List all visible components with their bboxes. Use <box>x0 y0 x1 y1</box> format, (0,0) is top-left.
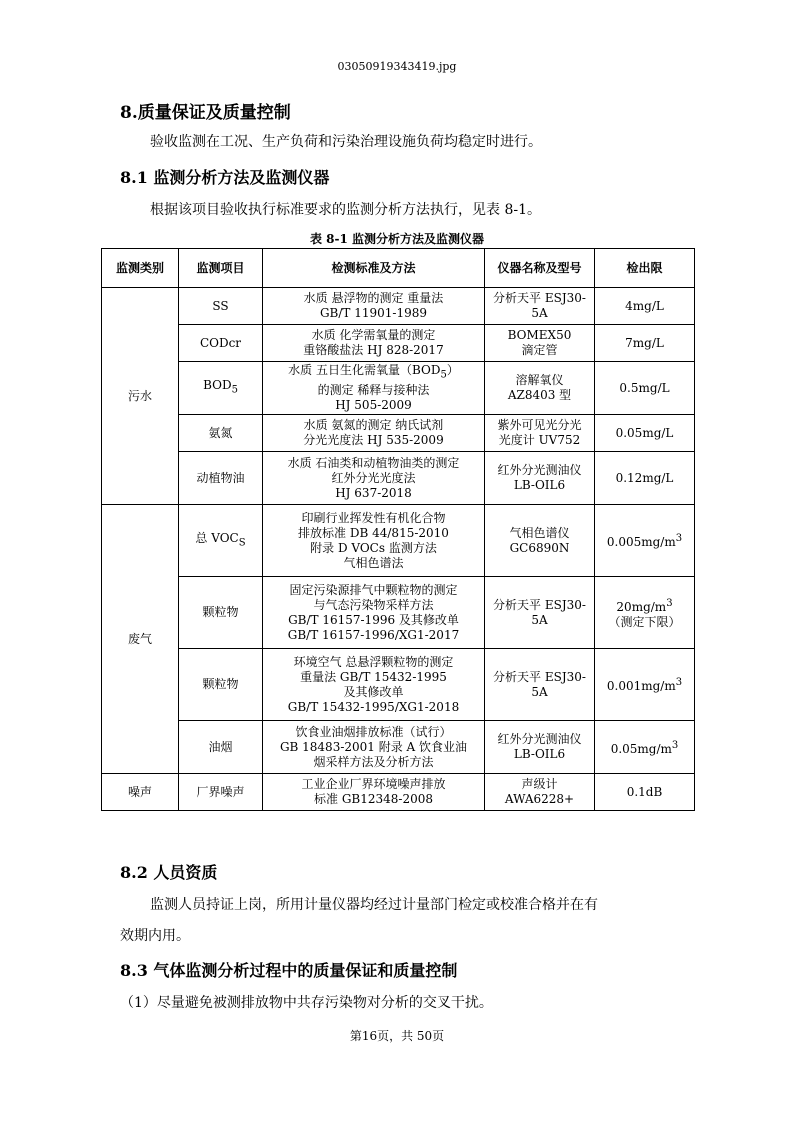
method-cell: 固定污染源排气中颗粒物的测定 与气态污染物采样方法 GB/T 16157-1996 及其修改单 GB/T 16157-1996/XG1-2017 <box>263 577 485 649</box>
category-cell-noise: 噪声 <box>102 774 179 811</box>
limit-cell: 0.05mg/L <box>595 415 695 452</box>
section-8-title: 8.质量保证及质量控制 <box>120 103 291 123</box>
limit-cell: 7mg/L <box>595 325 695 362</box>
method-cell: 水质 五日生化需氧量$(BOD_5)$ 的测定 稀释与接种法 HJ 505-2009 <box>263 362 485 415</box>
section-8-2-text-line1: 监测人员持证上岗，所用计量仪器均经过计量部门检定或校准合格并在有 <box>150 897 598 913</box>
method-cell: 水质 化学需氧量的测定 重铬酸盐法 HJ 828-2017 <box>263 325 485 362</box>
item-cell: $BOD_5$ <box>179 362 263 415</box>
table-row <box>102 505 695 577</box>
image-filename: 03050919343419.jpg <box>337 60 457 73</box>
header-instrument: 仪器名称及型号 <box>485 249 595 288</box>
section-8-3-item-1: （1）尽量避免被测排放物中共存污染物对分析的交叉干扰。 <box>120 995 493 1011</box>
section-8-1-title: 8.1 监测分析方法及监测仪器 <box>120 168 330 187</box>
methods-table <box>101 248 695 811</box>
instrument-cell: 气相色谱仪 GC6890N <box>485 505 595 577</box>
limit-cell: 0.12mg/L <box>595 452 695 505</box>
item-cell: 颗粒物 <box>179 577 263 649</box>
category-cell-wastewater: 污水 <box>102 288 179 505</box>
method-cell: 饮食业油烟排放标准（试行） GB 18483-2001 附录 A 饮食业油 烟采样方法及分析方法 <box>263 721 485 774</box>
limit-cell: 4mg/L <box>595 288 695 325</box>
section-8-2-text-line2: 效期内用。 <box>120 928 190 944</box>
table-row <box>102 452 695 505</box>
table-header-row <box>102 249 695 288</box>
category-cell-exhaust: 废气 <box>102 505 179 774</box>
header-limit: 检出限 <box>595 249 695 288</box>
item-cell: 动植物油 <box>179 452 263 505</box>
table-caption: 表 8-1 监测分析方法及监测仪器 <box>309 232 485 246</box>
page-footer: 第16页，共 50页 <box>349 1029 445 1043</box>
limit-cell: $0.001mg/m^3$ <box>595 649 695 721</box>
instrument-cell: 紫外可见光分光 光度计 UV752 <box>485 415 595 452</box>
method-cell: 水质 氨氮的测定 纳氏试剂 分光光度法 HJ 535-2009 <box>263 415 485 452</box>
table-row <box>102 415 695 452</box>
instrument-cell: 分析天平 ESJ30- 5A <box>485 288 595 325</box>
limit-cell: $20mg/m^3$ （测定下限） <box>595 577 695 649</box>
item-cell: 氨氮 <box>179 415 263 452</box>
method-cell: 水质 石油类和动植物油类的测定 红外分光光度法 HJ 637-2018 <box>263 452 485 505</box>
item-cell: CODcr <box>179 325 263 362</box>
table-row <box>102 649 695 721</box>
item-cell: SS <box>179 288 263 325</box>
table-row <box>102 774 695 811</box>
limit-cell: $0.005mg/m^3$ <box>595 505 695 577</box>
instrument-cell: 红外分光测油仪 LB-OIL6 <box>485 721 595 774</box>
item-cell: 油烟 <box>179 721 263 774</box>
table-row <box>102 362 695 415</box>
instrument-cell: BOMEX50 滴定管 <box>485 325 595 362</box>
method-cell: 印刷行业挥发性有机化合物 排放标准 DB 44/815-2010 附录 D VOCs 监测方法 气相色谱法 <box>263 505 485 577</box>
instrument-cell: 分析天平 ESJ30- 5A <box>485 577 595 649</box>
section-8-3-title: 8.3 气体监测分析过程中的质量保证和质量控制 <box>120 961 458 980</box>
limit-cell: 0.1dB <box>595 774 695 811</box>
limit-cell: 0.5mg/L <box>595 362 695 415</box>
item-cell: 总 $VOC_S$ <box>179 505 263 577</box>
method-cell: 水质 悬浮物的测定 重量法 GB/T 11901-1989 <box>263 288 485 325</box>
header-method: 检测标准及方法 <box>263 249 485 288</box>
section-8-2-title: 8.2 人员资质 <box>120 863 218 882</box>
section-8-1-text: 根据该项目验收执行标准要求的监测分析方法执行，见表 8-1。 <box>150 202 541 218</box>
limit-cell: $0.05mg/m^3$ <box>595 721 695 774</box>
instrument-cell: 溶解氧仪 AZ8403 型 <box>485 362 595 415</box>
table-row <box>102 325 695 362</box>
header-item: 监测项目 <box>179 249 263 288</box>
method-cell: 环境空气 总悬浮颗粒物的测定 重量法 GB/T 15432-1995 及其修改单 GB/T 15432-1995/XG1-2018 <box>263 649 485 721</box>
table-row <box>102 288 695 325</box>
item-cell: 厂界噪声 <box>179 774 263 811</box>
header-category: 监测类别 <box>102 249 179 288</box>
instrument-cell: 红外分光测油仪 LB-OIL6 <box>485 452 595 505</box>
table-row <box>102 577 695 649</box>
item-cell: 颗粒物 <box>179 649 263 721</box>
table-row <box>102 721 695 774</box>
section-8-text: 验收监测在工况、生产负荷和污染治理设施负荷均稳定时进行。 <box>150 134 542 150</box>
instrument-cell: 分析天平 ESJ30- 5A <box>485 649 595 721</box>
method-cell: 工业企业厂界环境噪声排放 标准 GB12348-2008 <box>263 774 485 811</box>
instrument-cell: 声级计 AWA6228+ <box>485 774 595 811</box>
